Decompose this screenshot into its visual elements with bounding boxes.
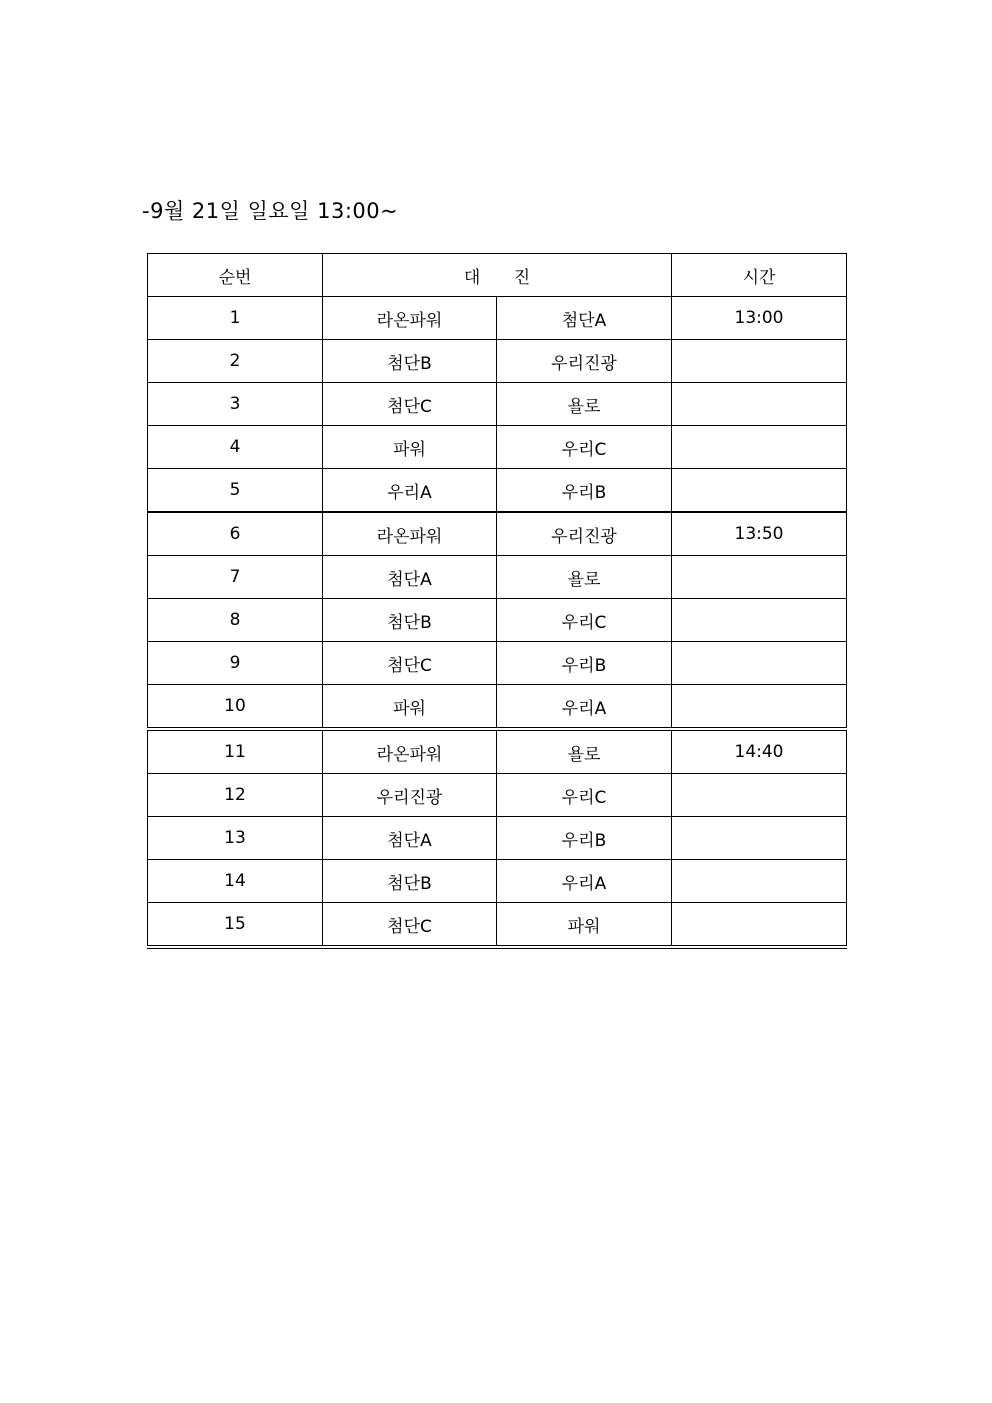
cell-team-a: 라온파워	[323, 512, 497, 556]
cell-team-a: 첨단B	[323, 599, 497, 642]
cell-order: 13	[148, 817, 323, 860]
table-row	[148, 774, 847, 817]
cell-team-a: 첨단C	[323, 642, 497, 685]
cell-order: 8	[148, 599, 323, 642]
cell-team-b: 우리C	[497, 426, 672, 469]
table-row	[148, 642, 847, 685]
schedule-heading: -9월 21일 일요일 13:00~	[142, 199, 399, 223]
cell-order: 1	[148, 297, 323, 340]
table-row	[148, 426, 847, 469]
header-time: 시간	[672, 254, 847, 297]
header-match	[323, 254, 672, 297]
cell-team-a: 첨단C	[323, 903, 497, 948]
cell-team-b: 욜로	[497, 729, 672, 774]
cell-time	[672, 340, 847, 383]
cell-order: 9	[148, 642, 323, 685]
cell-time: 13:00	[672, 297, 847, 340]
cell-team-b: 우리B	[497, 817, 672, 860]
cell-time	[672, 426, 847, 469]
table-row	[148, 685, 847, 730]
cell-team-a: 첨단C	[323, 383, 497, 426]
cell-team-b: 우리A	[497, 685, 672, 730]
cell-team-a: 파워	[323, 685, 497, 730]
cell-team-b: 욜로	[497, 383, 672, 426]
cell-order: 4	[148, 426, 323, 469]
cell-team-b: 첨단A	[497, 297, 672, 340]
cell-time	[672, 903, 847, 948]
cell-order: 14	[148, 860, 323, 903]
table-row	[148, 817, 847, 860]
cell-team-a: 첨단B	[323, 340, 497, 383]
cell-team-b: 우리C	[497, 599, 672, 642]
cell-time	[672, 774, 847, 817]
cell-team-a: 라온파워	[323, 729, 497, 774]
cell-team-a: 파워	[323, 426, 497, 469]
cell-time: 14:40	[672, 729, 847, 774]
cell-time	[672, 642, 847, 685]
match-schedule-table	[147, 253, 847, 949]
table-row	[148, 903, 847, 948]
cell-time	[672, 383, 847, 426]
cell-time	[672, 860, 847, 903]
cell-team-b: 우리B	[497, 469, 672, 513]
cell-time	[672, 685, 847, 730]
cell-order: 10	[148, 685, 323, 730]
table-row	[148, 340, 847, 383]
cell-order: 2	[148, 340, 323, 383]
cell-team-b: 우리진광	[497, 340, 672, 383]
header-order: 순번	[148, 254, 323, 297]
table-row	[148, 469, 847, 513]
cell-time	[672, 599, 847, 642]
cell-team-b: 우리C	[497, 774, 672, 817]
cell-order: 11	[148, 729, 323, 774]
cell-team-a: 첨단A	[323, 556, 497, 599]
table-row	[148, 860, 847, 903]
cell-team-b: 파워	[497, 903, 672, 948]
table-row	[148, 556, 847, 599]
table-row	[148, 297, 847, 340]
cell-team-b: 우리A	[497, 860, 672, 903]
cell-team-a: 첨단B	[323, 860, 497, 903]
cell-team-b: 욜로	[497, 556, 672, 599]
cell-team-b: 우리B	[497, 642, 672, 685]
table-header-row	[148, 254, 847, 297]
cell-time	[672, 556, 847, 599]
cell-team-b: 우리진광	[497, 512, 672, 556]
cell-team-a: 라온파워	[323, 297, 497, 340]
cell-time	[672, 817, 847, 860]
table-row	[148, 512, 847, 556]
cell-order: 5	[148, 469, 323, 513]
cell-order: 3	[148, 383, 323, 426]
cell-team-a: 첨단A	[323, 817, 497, 860]
cell-team-a: 우리진광	[323, 774, 497, 817]
header-match-label: 대 진	[463, 267, 545, 288]
cell-time	[672, 469, 847, 513]
cell-order: 12	[148, 774, 323, 817]
cell-order: 15	[148, 903, 323, 948]
table-row	[148, 383, 847, 426]
cell-team-a: 우리A	[323, 469, 497, 513]
cell-order: 7	[148, 556, 323, 599]
table-row	[148, 599, 847, 642]
cell-order: 6	[148, 512, 323, 556]
cell-time: 13:50	[672, 512, 847, 556]
table-row	[148, 729, 847, 774]
